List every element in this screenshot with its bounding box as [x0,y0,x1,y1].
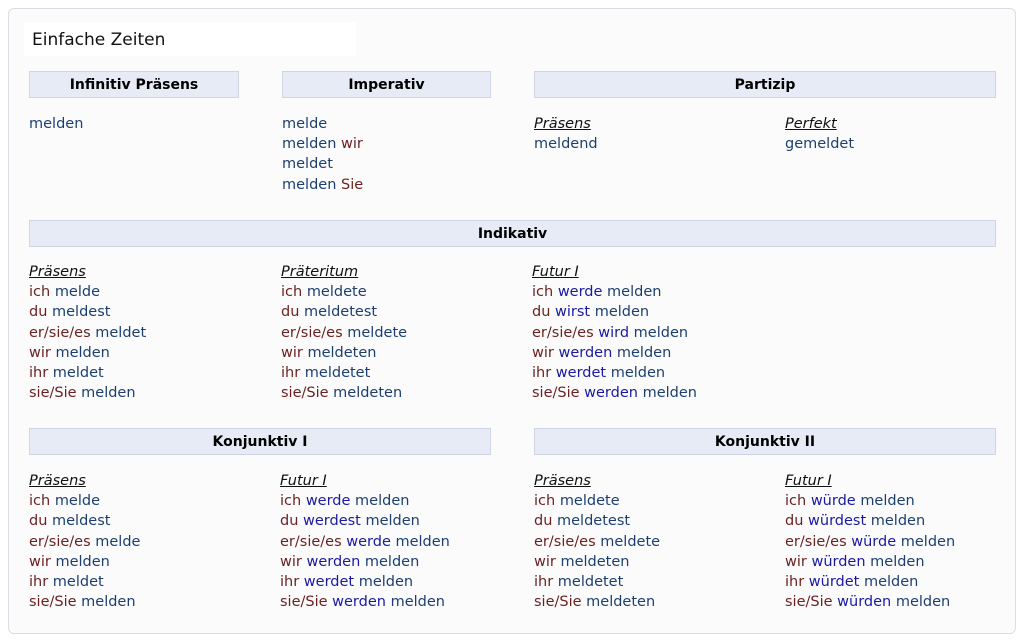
conjugation-row: ihr meldetet [281,364,371,381]
page-title: Einfache Zeiten [24,22,356,56]
conjugation-row: ich meldete [534,493,620,510]
conjugation-row: ich melde [29,284,101,301]
partizip-perfekt-label: Perfekt [785,116,837,132]
conjugation-row: ich werde melden [532,284,662,301]
conjugation-row: ihr werdet melden [280,573,414,590]
header-imperativ: Imperativ [282,71,491,98]
conjugation-row: ihr meldet [29,573,104,590]
conjugation-row: du meldest [29,304,111,321]
conjugation-row: er/sie/es meldete [281,324,408,341]
imperativ-row: melden Sie [282,176,364,193]
conjugation-row: ich melde [29,493,101,510]
header-infinitiv: Infinitiv Präsens [29,71,239,98]
conjugation-row: wir melden [29,344,110,361]
conjugation-row: er/sie/es meldet [29,324,147,341]
tense-label: Präsens [29,473,86,489]
conjugation-row: du wirst melden [532,304,650,321]
conjugation-row: wir werden melden [532,344,672,361]
infinitiv-form: melden [29,116,84,132]
conjugation-row: sie/Sie melden [29,385,136,402]
conjugation-row: ihr meldetet [534,573,624,590]
conjugation-row: er/sie/es meldete [534,533,661,550]
conjugation-row: wir würden melden [785,553,925,570]
header-partizip: Partizip [534,71,996,98]
header-konjunktiv-2: Konjunktiv II [534,428,996,455]
infinitiv-block [29,114,83,134]
header-indikativ: Indikativ [29,220,996,247]
konjunktiv2-futur-block [785,471,955,612]
partizip-perfekt-block [785,114,854,154]
conjugation-row: wir melden [29,553,110,570]
tense-label: Präsens [534,473,591,489]
tense-label: Präsens [29,264,86,280]
conjugation-row: wir werden melden [280,553,420,570]
conjugation-row: sie/Sie werden melden [532,385,697,402]
conjugation-row: ich würde melden [785,493,915,510]
conjugation-row: ich werde melden [280,493,410,510]
conjugation-row: er/sie/es melde [29,533,141,550]
tense-label: Futur I [785,473,832,489]
conjugation-row: er/sie/es werde melden [280,533,450,550]
tense-label: Futur I [280,473,327,489]
partizip-praesens-form: meldend [534,136,598,153]
indikativ-futur-block [532,262,697,403]
conjugation-row: er/sie/es wird melden [532,324,689,341]
imperativ-row: melden wir [282,136,363,153]
conjugation-row: du meldetest [534,513,631,530]
conjugation-row: du werdest melden [280,513,420,530]
conjugation-row: wir meldeten [534,553,630,570]
partizip-praesens-block [534,114,598,154]
imperativ-row: melde [282,116,328,132]
tense-label: Futur I [532,264,579,280]
partizip-praesens-label: Präsens [534,116,591,132]
conjugation-row: du meldest [29,513,111,530]
indikativ-praeteritum-block [281,262,407,403]
header-konjunktiv-1: Konjunktiv I [29,428,491,455]
tense-label: Präteritum [281,264,359,280]
conjugation-row: ihr meldet [29,364,104,381]
conjugation-row: ihr würdet melden [785,573,919,590]
conjugation-row: wir meldeten [281,344,377,361]
konjunktiv1-futur-block [280,471,450,612]
conjugation-row: sie/Sie würden melden [785,594,951,611]
conjugation-row: sie/Sie melden [29,594,136,611]
imperativ-block [282,114,363,195]
conjugation-row: er/sie/es würde melden [785,533,956,550]
conjugation-row: sie/Sie meldeten [534,594,656,611]
conjugation-row: sie/Sie meldeten [281,385,403,402]
partizip-perfekt-form: gemeldet [785,136,855,153]
imperativ-row: meldet [282,156,333,173]
konjunktiv1-praesens-block [29,471,140,612]
konjunktiv2-praesens-block [534,471,660,612]
conjugation-row: du meldetest [281,304,378,321]
conjugation-row: sie/Sie werden melden [280,594,445,611]
conjugation-row: du würdest melden [785,513,926,530]
indikativ-praesens-block [29,262,146,403]
conjugation-row: ihr werdet melden [532,364,666,381]
conjugation-row: ich meldete [281,284,367,301]
